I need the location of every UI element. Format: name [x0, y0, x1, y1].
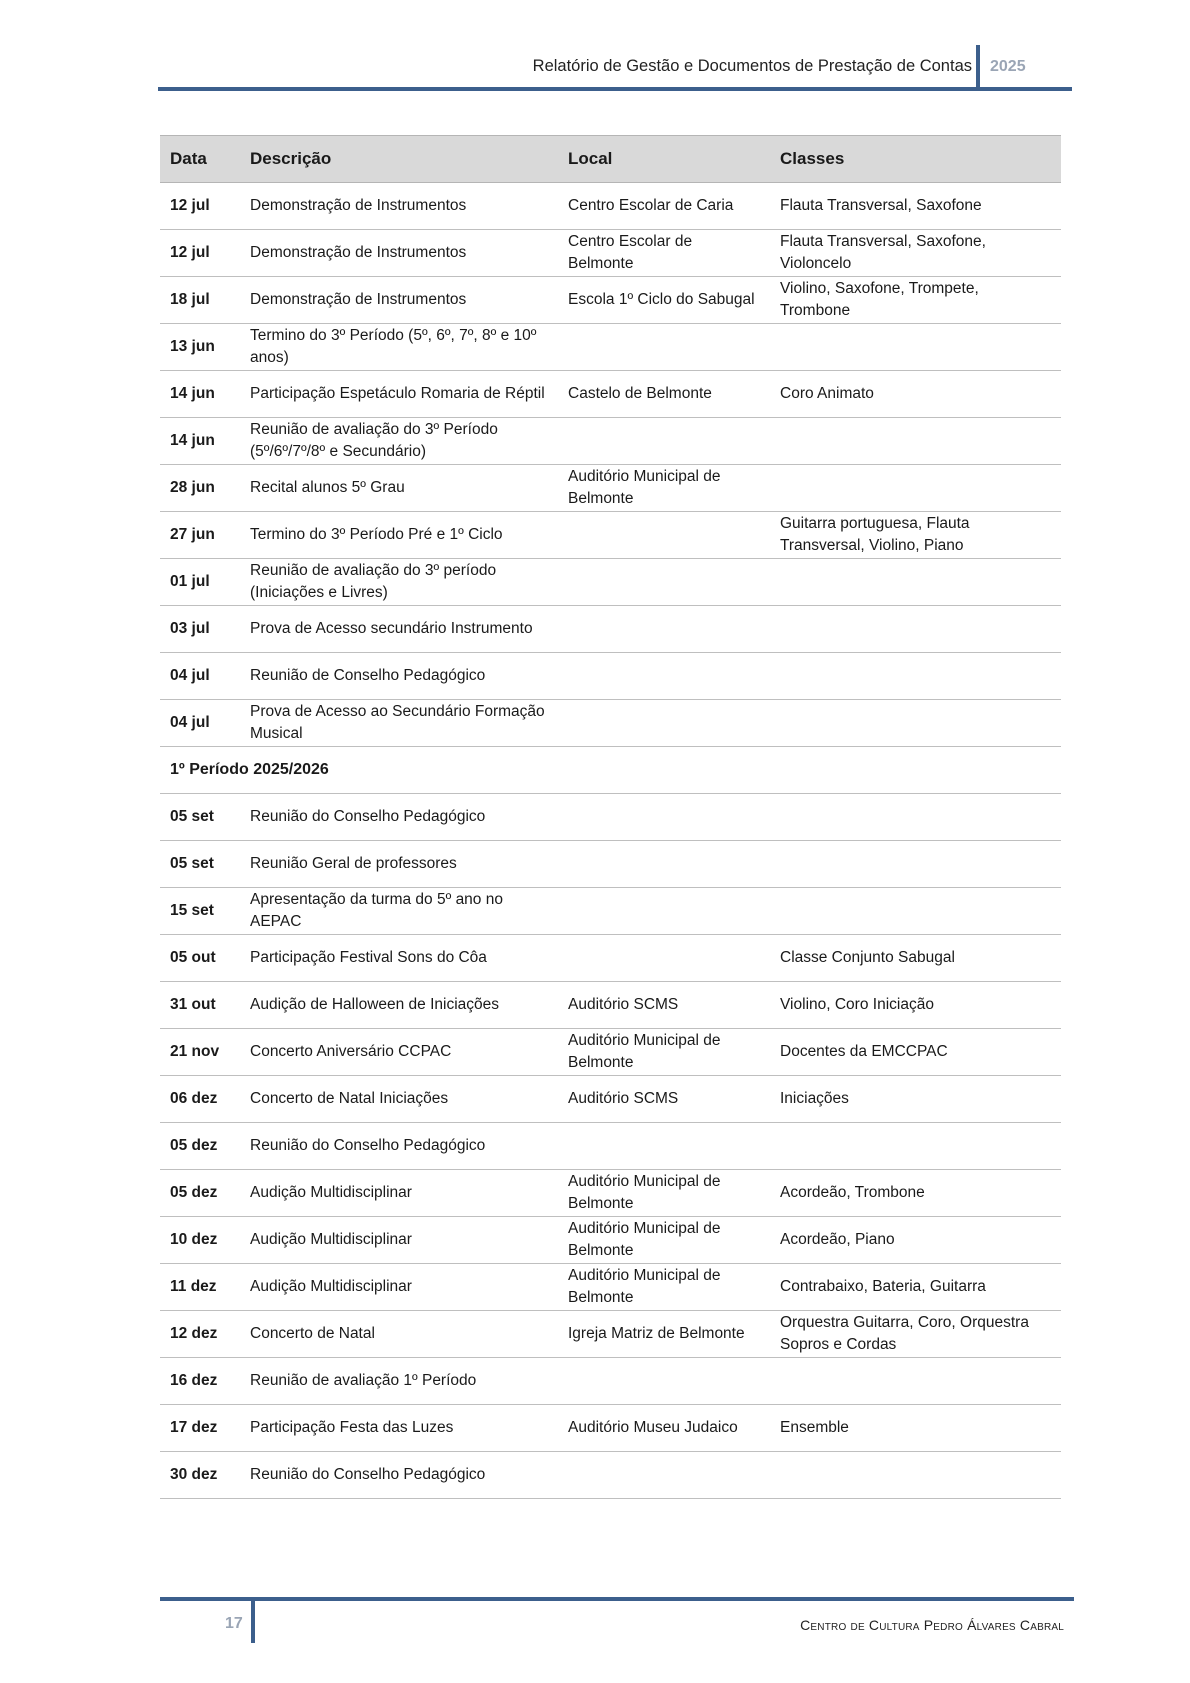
- table-row: [160, 559, 1061, 606]
- cell-location: [558, 324, 770, 371]
- table-row: [160, 277, 1061, 324]
- cell-location: Centro Escolar de Belmonte: [558, 230, 770, 277]
- cell-description: Participação Espetáculo Romaria de Réptil: [240, 371, 558, 418]
- table-row: [160, 1358, 1061, 1405]
- cell-location: [558, 700, 770, 747]
- cell-date: 27 jun: [160, 512, 240, 559]
- cell-location: Auditório Municipal de Belmonte: [558, 1264, 770, 1311]
- cell-classes: [770, 653, 1061, 700]
- table-row: [160, 512, 1061, 559]
- cell-classes: Flauta Transversal, Saxofone: [770, 183, 1061, 230]
- section-row: [160, 747, 1061, 794]
- footer-divider: [251, 1601, 255, 1643]
- cell-description: Reunião de avaliação do 3º Período (5º/6º/7º/8º e Secundário): [240, 418, 558, 465]
- table-row: [160, 371, 1061, 418]
- cell-classes: [770, 1452, 1061, 1499]
- cell-classes: Coro Animato: [770, 371, 1061, 418]
- column-header-location: Local: [558, 136, 770, 183]
- table-row: [160, 1264, 1061, 1311]
- cell-date: 14 jun: [160, 418, 240, 465]
- cell-date: 12 dez: [160, 1311, 240, 1358]
- cell-date: 16 dez: [160, 1358, 240, 1405]
- cell-description: Concerto Aniversário CCPAC: [240, 1029, 558, 1076]
- cell-classes: [770, 841, 1061, 888]
- cell-date: 05 set: [160, 841, 240, 888]
- cell-date: 14 jun: [160, 371, 240, 418]
- cell-date: 30 dez: [160, 1452, 240, 1499]
- column-header-date: Data: [160, 136, 240, 183]
- table-row: [160, 324, 1061, 371]
- table-row: [160, 794, 1061, 841]
- cell-location: Auditório SCMS: [558, 982, 770, 1029]
- cell-location: [558, 1452, 770, 1499]
- cell-description: Audição de Halloween de Iniciações: [240, 982, 558, 1029]
- cell-location: Auditório Municipal de Belmonte: [558, 1029, 770, 1076]
- cell-location: [558, 935, 770, 982]
- cell-classes: [770, 794, 1061, 841]
- cell-date: 12 jul: [160, 183, 240, 230]
- cell-date: 15 set: [160, 888, 240, 935]
- cell-classes: [770, 700, 1061, 747]
- cell-date: 31 out: [160, 982, 240, 1029]
- cell-classes: Contrabaixo, Bateria, Guitarra: [770, 1264, 1061, 1311]
- cell-location: [558, 794, 770, 841]
- table-row: [160, 1123, 1061, 1170]
- table-row: [160, 1029, 1061, 1076]
- cell-location: Auditório Municipal de Belmonte: [558, 465, 770, 512]
- section-title: 1º Período 2025/2026: [160, 747, 1061, 794]
- cell-description: Reunião de avaliação do 3º período (Iniciações e Livres): [240, 559, 558, 606]
- cell-classes: Violino, Saxofone, Trompete, Trombone: [770, 277, 1061, 324]
- cell-description: Reunião Geral de professores: [240, 841, 558, 888]
- cell-location: Centro Escolar de Caria: [558, 183, 770, 230]
- table-row: [160, 841, 1061, 888]
- page-number: 17: [225, 1615, 243, 1632]
- table-row: [160, 982, 1061, 1029]
- cell-classes: Guitarra portuguesa, Flauta Transversal, Violino, Piano: [770, 512, 1061, 559]
- cell-date: 17 dez: [160, 1405, 240, 1452]
- cell-description: Demonstração de Instrumentos: [240, 277, 558, 324]
- cell-date: 21 nov: [160, 1029, 240, 1076]
- table-row: [160, 606, 1061, 653]
- cell-location: [558, 653, 770, 700]
- cell-classes: [770, 418, 1061, 465]
- header-title: Relatório de Gestão e Documentos de Prestação de Contas: [532, 57, 972, 75]
- cell-location: Escola 1º Ciclo do Sabugal: [558, 277, 770, 324]
- cell-classes: [770, 324, 1061, 371]
- cell-date: 12 jul: [160, 230, 240, 277]
- cell-description: Termino do 3º Período (5º, 6º, 7º, 8º e 10º anos): [240, 324, 558, 371]
- cell-location: [558, 888, 770, 935]
- cell-location: Auditório Museu Judaico: [558, 1405, 770, 1452]
- cell-location: Castelo de Belmonte: [558, 371, 770, 418]
- table-row: [160, 1170, 1061, 1217]
- table-row: [160, 1311, 1061, 1358]
- cell-classes: Acordeão, Piano: [770, 1217, 1061, 1264]
- cell-location: Auditório SCMS: [558, 1076, 770, 1123]
- table-row: [160, 1452, 1061, 1499]
- table-row: [160, 418, 1061, 465]
- cell-date: 01 jul: [160, 559, 240, 606]
- footer-rule: [160, 1597, 1074, 1601]
- cell-description: Demonstração de Instrumentos: [240, 183, 558, 230]
- cell-classes: Orquestra Guitarra, Coro, Orquestra Sopros e Cordas: [770, 1311, 1061, 1358]
- cell-description: Prova de Acesso ao Secundário Formação Musical: [240, 700, 558, 747]
- cell-classes: Docentes da EMCCPAC: [770, 1029, 1061, 1076]
- cell-description: Recital alunos 5º Grau: [240, 465, 558, 512]
- cell-classes: [770, 888, 1061, 935]
- cell-classes: [770, 465, 1061, 512]
- column-header-description: Descrição: [240, 136, 558, 183]
- table-row: [160, 1217, 1061, 1264]
- cell-description: Concerto de Natal: [240, 1311, 558, 1358]
- cell-date: 13 jun: [160, 324, 240, 371]
- cell-classes: [770, 1358, 1061, 1405]
- schedule-table: [160, 135, 1061, 1499]
- cell-description: Reunião de Conselho Pedagógico: [240, 653, 558, 700]
- cell-classes: [770, 606, 1061, 653]
- cell-date: 05 out: [160, 935, 240, 982]
- cell-classes: [770, 559, 1061, 606]
- cell-description: Participação Festa das Luzes: [240, 1405, 558, 1452]
- cell-date: 04 jul: [160, 700, 240, 747]
- cell-description: Audição Multidisciplinar: [240, 1264, 558, 1311]
- cell-description: Reunião do Conselho Pedagógico: [240, 1452, 558, 1499]
- cell-date: 04 jul: [160, 653, 240, 700]
- cell-description: Reunião de avaliação 1º Período: [240, 1358, 558, 1405]
- cell-location: [558, 418, 770, 465]
- cell-description: Participação Festival Sons do Côa: [240, 935, 558, 982]
- cell-location: [558, 606, 770, 653]
- header-year: 2025: [990, 58, 1026, 75]
- table-row: [160, 700, 1061, 747]
- cell-description: Reunião do Conselho Pedagógico: [240, 1123, 558, 1170]
- cell-description: Audição Multidisciplinar: [240, 1170, 558, 1217]
- cell-location: Auditório Municipal de Belmonte: [558, 1170, 770, 1217]
- cell-date: 06 dez: [160, 1076, 240, 1123]
- cell-date: 05 dez: [160, 1123, 240, 1170]
- table-header-row: [160, 136, 1061, 183]
- cell-location: [558, 1123, 770, 1170]
- table-row: [160, 935, 1061, 982]
- table-row: [160, 230, 1061, 277]
- cell-description: Apresentação da turma do 5º ano no AEPAC: [240, 888, 558, 935]
- table-row: [160, 183, 1061, 230]
- cell-date: 03 jul: [160, 606, 240, 653]
- cell-classes: Violino, Coro Iniciação: [770, 982, 1061, 1029]
- header-divider: [976, 45, 980, 89]
- cell-classes: [770, 1123, 1061, 1170]
- table-row: [160, 1076, 1061, 1123]
- cell-description: Termino do 3º Período Pré e 1º Ciclo: [240, 512, 558, 559]
- cell-location: [558, 1358, 770, 1405]
- cell-description: Concerto de Natal Iniciações: [240, 1076, 558, 1123]
- cell-classes: Acordeão, Trombone: [770, 1170, 1061, 1217]
- cell-description: Audição Multidisciplinar: [240, 1217, 558, 1264]
- table-row: [160, 1405, 1061, 1452]
- cell-date: 10 dez: [160, 1217, 240, 1264]
- cell-date: 11 dez: [160, 1264, 240, 1311]
- footer-organization: Centro de Cultura Pedro Álvares Cabral: [800, 1617, 1064, 1633]
- header-rule: [158, 87, 1072, 91]
- cell-location: Auditório Municipal de Belmonte: [558, 1217, 770, 1264]
- cell-location: [558, 841, 770, 888]
- table-row: [160, 653, 1061, 700]
- cell-location: Igreja Matriz de Belmonte: [558, 1311, 770, 1358]
- cell-classes: Flauta Transversal, Saxofone, Violoncelo: [770, 230, 1061, 277]
- table-row: [160, 465, 1061, 512]
- cell-location: [558, 559, 770, 606]
- cell-date: 05 dez: [160, 1170, 240, 1217]
- cell-description: Prova de Acesso secundário Instrumento: [240, 606, 558, 653]
- cell-classes: Ensemble: [770, 1405, 1061, 1452]
- cell-description: Reunião do Conselho Pedagógico: [240, 794, 558, 841]
- cell-date: 05 set: [160, 794, 240, 841]
- table-row: [160, 888, 1061, 935]
- cell-location: [558, 512, 770, 559]
- cell-description: Demonstração de Instrumentos: [240, 230, 558, 277]
- column-header-classes: Classes: [770, 136, 1061, 183]
- cell-classes: Iniciações: [770, 1076, 1061, 1123]
- cell-date: 18 jul: [160, 277, 240, 324]
- cell-date: 28 jun: [160, 465, 240, 512]
- cell-classes: Classe Conjunto Sabugal: [770, 935, 1061, 982]
